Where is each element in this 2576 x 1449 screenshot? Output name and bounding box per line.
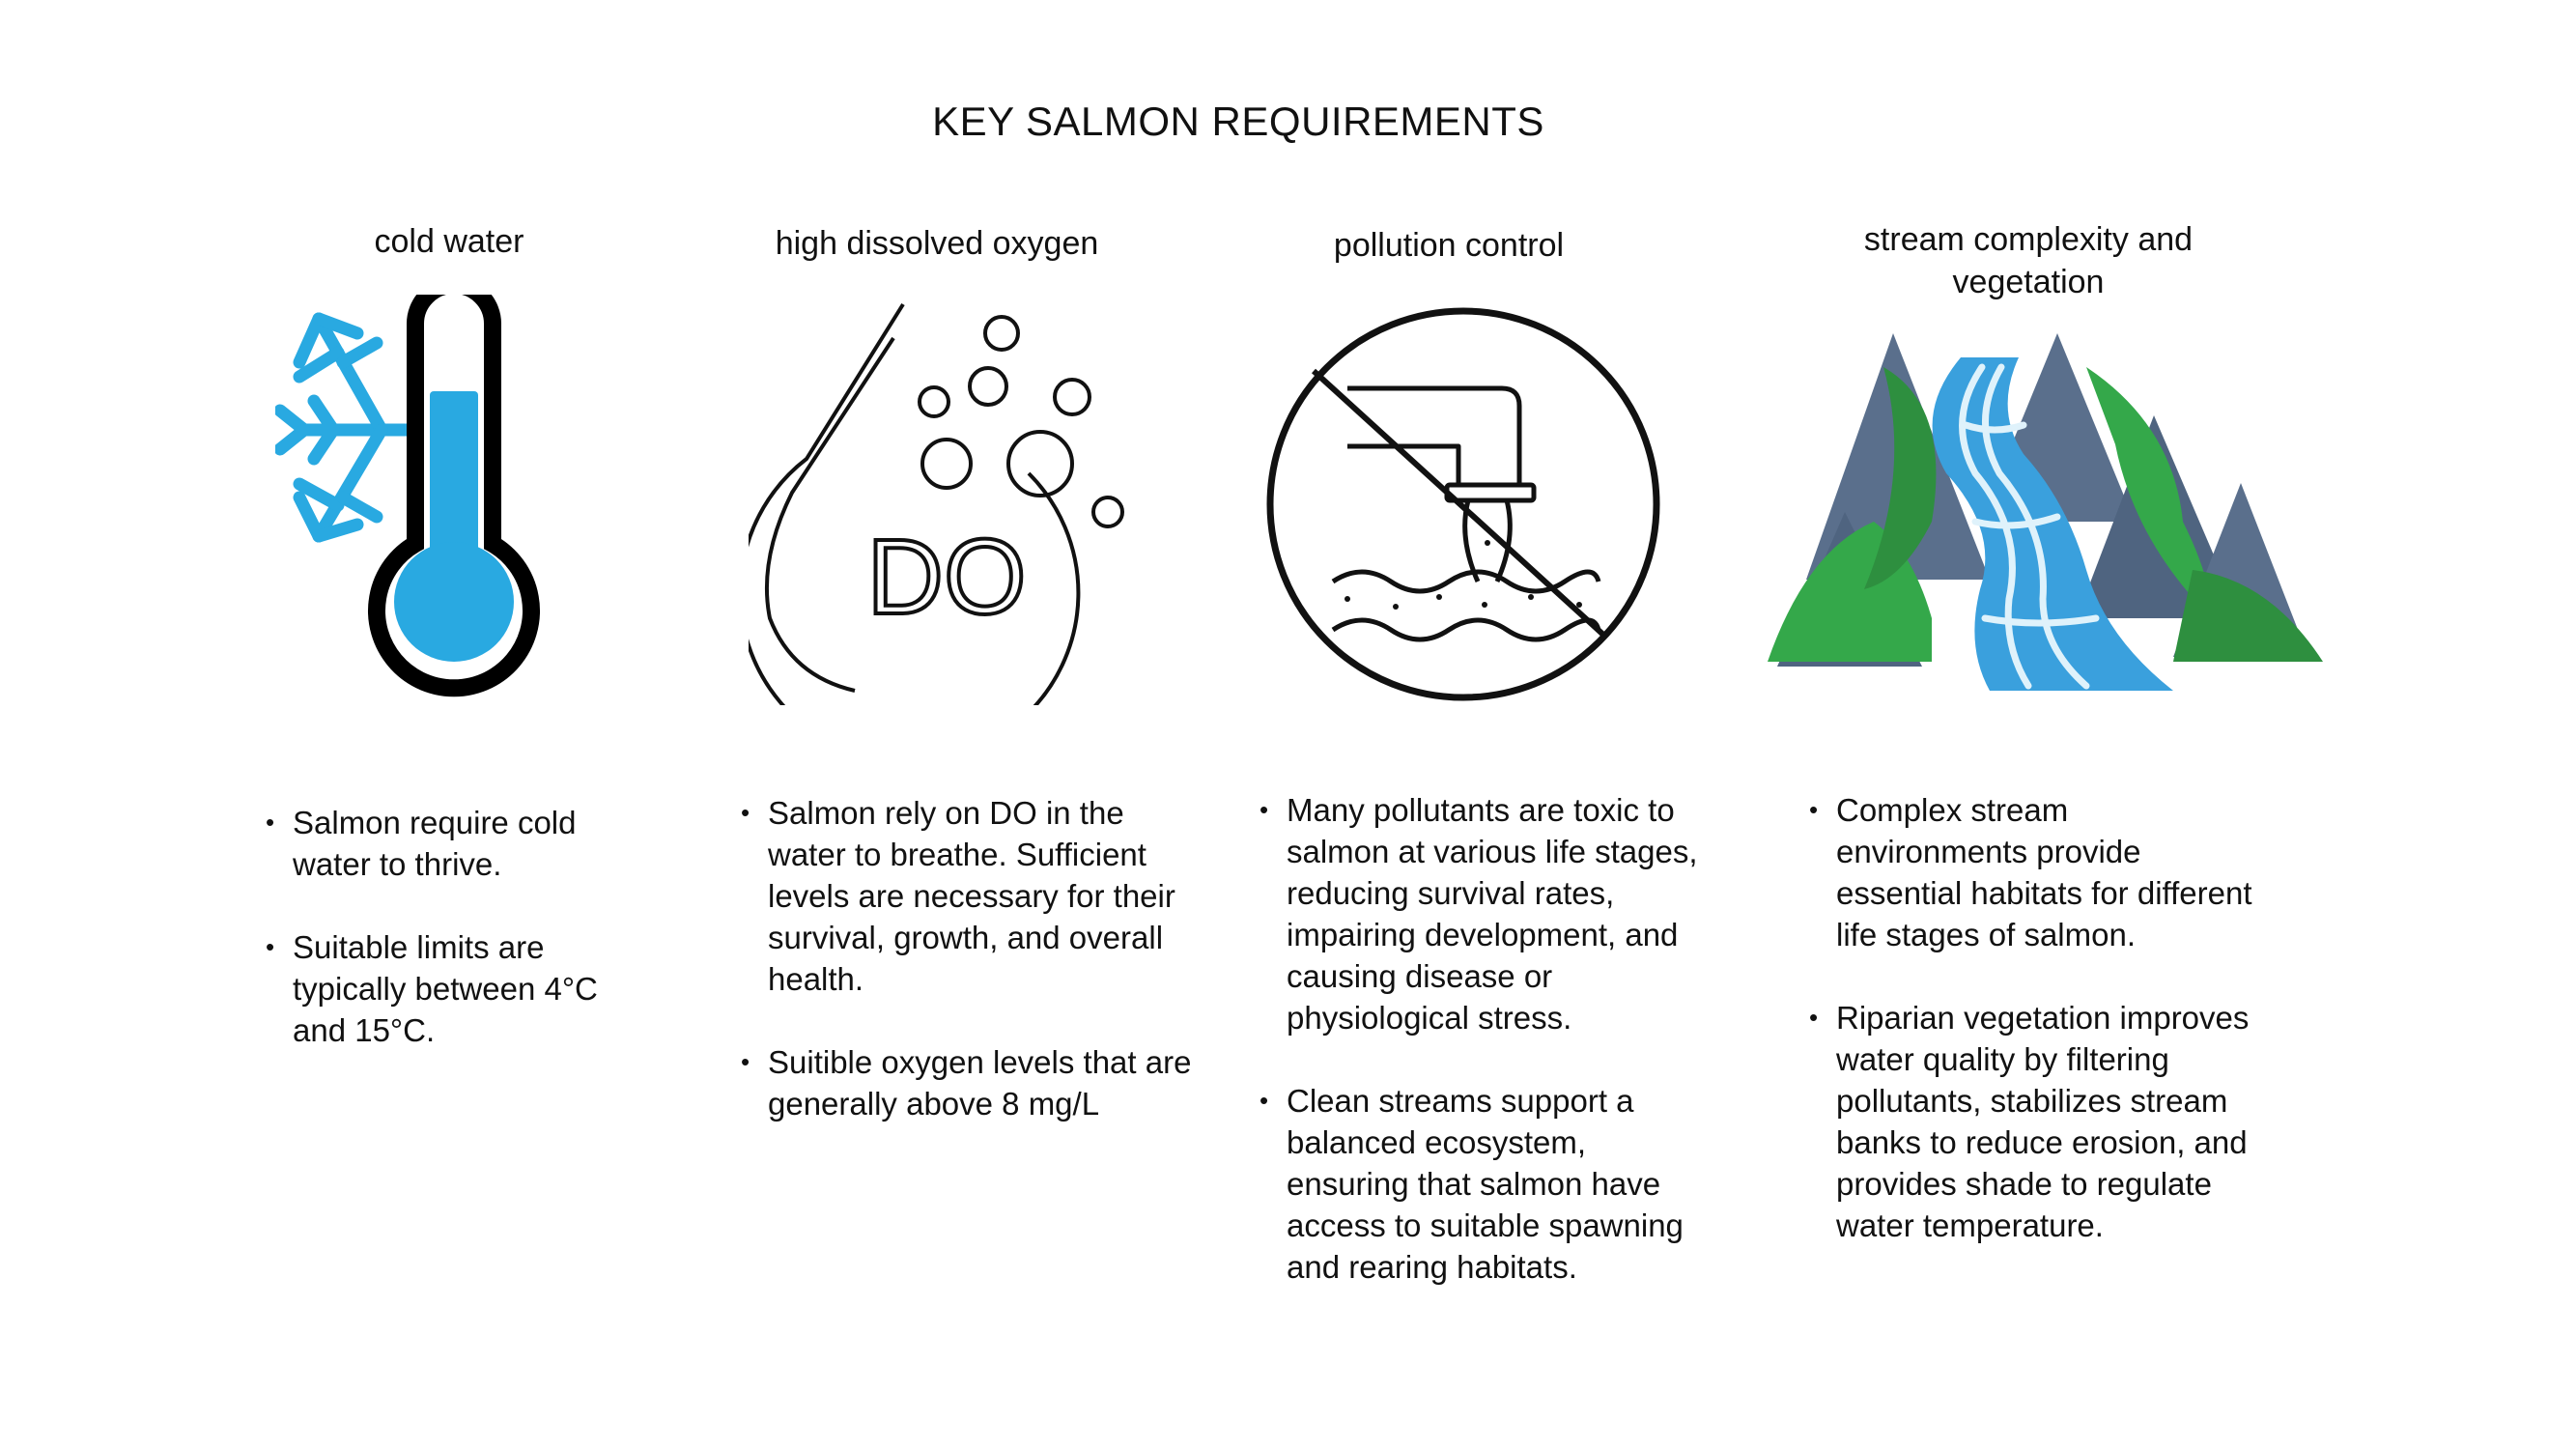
- river-mountains-icon: [1768, 328, 2328, 696]
- list-item: • Suitible oxygen levels that are generally above 8 mg/L: [741, 1041, 1195, 1124]
- pollution-control-title: pollution control: [1333, 227, 1565, 264]
- no-pollution-icon: [1260, 301, 1666, 707]
- list-item: • Salmon rely on DO in the water to breathe. Sufficient levels are necessary for their survival, growth, and overall health.: [741, 792, 1195, 1000]
- do-label: DO: [866, 518, 1027, 637]
- list-item: • Complex stream environments provide essential habitats for different life stages of salmon.: [1809, 789, 2263, 955]
- list-item: • Suitable limits are typically between 4°C and 15°C.: [266, 926, 633, 1051]
- list-item: • Many pollutants are toxic to salmon at various life stages, reducing survival rates, impairing development, and causing disease or physiological stress.: [1260, 789, 1713, 1038]
- list-item: • Riparian vegetation improves water quality by filtering pollutants, stabilizes stream banks to reduce erosion, and provides shade to regulate water temperature.: [1809, 997, 2263, 1246]
- stream-complexity-bullets: [1809, 789, 2263, 1288]
- page-title: KEY SALMON REQUIREMENTS: [932, 99, 1544, 144]
- stream-complexity-title: stream complexity and vegetation: [1863, 221, 2194, 300]
- oxygen-drop-icon: [749, 299, 1145, 705]
- dissolved-oxygen-bullets: [741, 792, 1195, 1166]
- thermometer-snowflake-icon: [275, 295, 555, 710]
- list-item: • Salmon require cold water to thrive.: [266, 802, 633, 885]
- pollution-control-bullets: [1260, 789, 1713, 1329]
- list-item: • Clean streams support a balanced ecosystem, ensuring that salmon have access to suitable spawning and rearing habitats.: [1260, 1080, 1713, 1288]
- cold-water-bullets: [266, 802, 633, 1093]
- cold-water-title: cold water: [374, 223, 524, 260]
- dissolved-oxygen-title: high dissolved oxygen: [775, 225, 1099, 262]
